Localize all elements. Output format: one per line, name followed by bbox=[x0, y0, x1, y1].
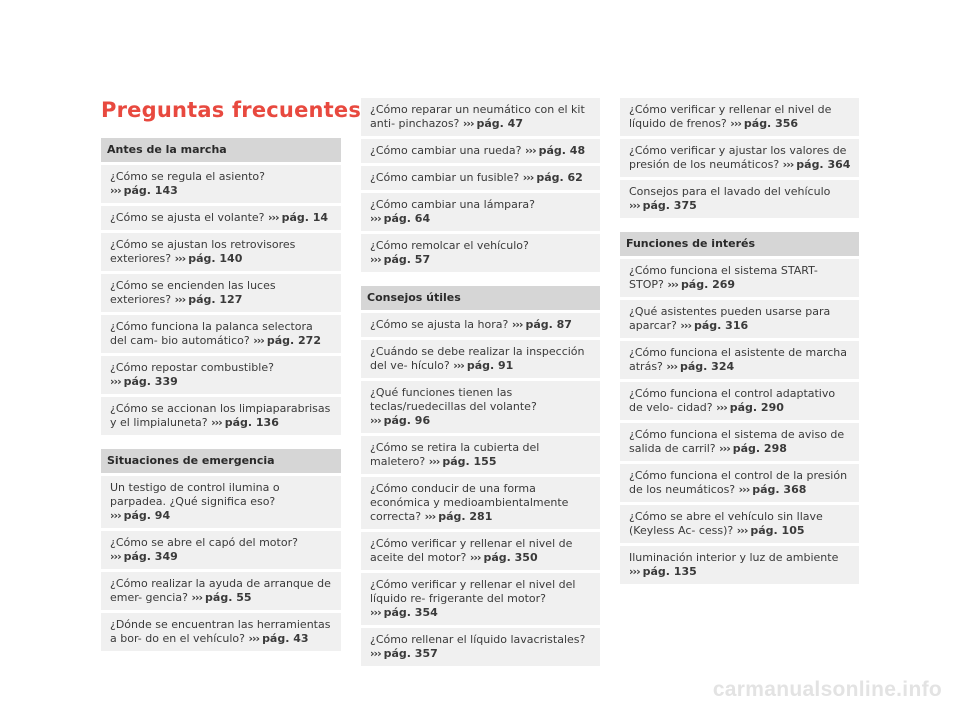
page-number: pág. 47 bbox=[476, 117, 523, 130]
faq-item[interactable] bbox=[620, 464, 859, 502]
page-number: pág. 14 bbox=[281, 211, 329, 224]
arrow-icon: ››› bbox=[191, 591, 203, 604]
faq-item[interactable] bbox=[101, 613, 341, 651]
arrow-icon: ››› bbox=[370, 647, 381, 660]
faq-item[interactable] bbox=[620, 180, 859, 218]
arrow-icon: ››› bbox=[462, 117, 474, 130]
faq-item[interactable] bbox=[101, 233, 341, 271]
faq-question: ¿Cómo conducir de una forma económica y medioambientalmente correcta? bbox=[370, 482, 569, 523]
page-reference[interactable] bbox=[110, 550, 178, 563]
arrow-icon: ››› bbox=[267, 211, 279, 224]
arrow-icon: ››› bbox=[453, 359, 464, 372]
page-reference[interactable] bbox=[737, 524, 805, 537]
faq-question: ¿Cómo funciona el asistente de marcha atrás? bbox=[629, 346, 848, 373]
page-number: pág. 272 bbox=[266, 334, 321, 347]
arrow-icon: ››› bbox=[719, 442, 730, 455]
column-2 bbox=[361, 98, 600, 666]
page-reference[interactable] bbox=[191, 591, 251, 604]
page-reference[interactable] bbox=[629, 199, 697, 212]
page-number: pág. 349 bbox=[123, 550, 178, 563]
arrow-icon: ››› bbox=[667, 278, 678, 291]
page-title: Preguntas frecuentes bbox=[101, 98, 362, 122]
page-reference[interactable] bbox=[730, 117, 798, 130]
faq-item[interactable] bbox=[620, 300, 859, 338]
arrow-icon: ››› bbox=[174, 252, 186, 265]
arrow-icon: ››› bbox=[370, 212, 381, 225]
section-gap bbox=[620, 218, 859, 232]
faq-item[interactable] bbox=[620, 423, 859, 461]
page-number: pág. 127 bbox=[188, 293, 243, 306]
section-header: Funciones de interés bbox=[620, 232, 859, 256]
page-number: pág. 91 bbox=[466, 359, 514, 372]
faq-question: ¿Cómo se ajustan los retrovisores exteriores? bbox=[110, 238, 296, 265]
arrow-icon: ››› bbox=[738, 483, 750, 496]
faq-question: ¿Cómo verificar y rellenar el nivel de líquido de frenos? bbox=[629, 103, 832, 130]
faq-question: ¿Dónde se encuentran las herramientas a bor- do en el vehículo? bbox=[110, 618, 331, 645]
page-reference[interactable] bbox=[175, 252, 243, 265]
section-gap bbox=[361, 272, 600, 286]
faq-item[interactable] bbox=[101, 397, 341, 435]
faq-item[interactable] bbox=[361, 381, 600, 433]
page-number: pág. 43 bbox=[262, 632, 309, 645]
page-number: pág. 48 bbox=[538, 144, 586, 157]
page-reference[interactable] bbox=[629, 565, 697, 578]
page-number: pág. 364 bbox=[796, 158, 851, 171]
page-reference[interactable] bbox=[739, 483, 807, 496]
faq-question: ¿Cómo funciona el control adaptativo de velo- cidad? bbox=[629, 387, 836, 414]
faq-question: ¿Cómo realizar la ayuda de arranque de emer- gencia? bbox=[110, 577, 331, 604]
faq-question: ¿Cómo rellenar el líquido lavacristales? bbox=[370, 633, 586, 646]
page-number: pág. 140 bbox=[188, 252, 243, 265]
page-number: pág. 94 bbox=[123, 509, 171, 522]
faq-question: ¿Cómo verificar y ajustar los valores de presión de los neumáticos? bbox=[629, 144, 847, 171]
section-gap bbox=[101, 435, 341, 449]
page-number: pág. 143 bbox=[123, 184, 178, 197]
arrow-icon: ››› bbox=[716, 401, 727, 414]
page-number: pág. 316 bbox=[694, 319, 749, 332]
page-number: pág. 368 bbox=[752, 483, 807, 496]
arrow-icon: ››› bbox=[469, 551, 481, 564]
page-reference[interactable] bbox=[370, 212, 430, 225]
faq-item[interactable] bbox=[101, 476, 341, 528]
section-header: Consejos útiles bbox=[361, 286, 600, 310]
arrow-icon: ››› bbox=[253, 334, 264, 347]
faq-item[interactable] bbox=[361, 98, 600, 136]
page-reference[interactable] bbox=[110, 509, 170, 522]
faq-question: ¿Cómo se ajusta la hora? bbox=[370, 318, 512, 331]
faq-item[interactable] bbox=[101, 356, 341, 394]
faq-question: Consejos para el lavado del vehículo bbox=[629, 185, 831, 198]
page-number: pág. 375 bbox=[642, 199, 697, 212]
arrow-icon: ››› bbox=[680, 319, 691, 332]
faq-item[interactable] bbox=[361, 477, 600, 529]
faq-item[interactable] bbox=[361, 573, 600, 625]
page-reference[interactable] bbox=[512, 318, 572, 331]
faq-question: ¿Cómo funciona el sistema START-STOP? bbox=[629, 264, 818, 291]
arrow-icon: ››› bbox=[424, 510, 436, 523]
column-3 bbox=[620, 98, 859, 584]
page-number: pág. 64 bbox=[383, 212, 431, 225]
faq-question: ¿Cómo funciona el control de la presión de los neumáticos? bbox=[629, 469, 848, 496]
page-reference[interactable] bbox=[463, 117, 523, 130]
page-reference[interactable] bbox=[211, 416, 279, 429]
page-number: pág. 105 bbox=[750, 524, 805, 537]
faq-question: ¿Cómo verificar y rellenar el nivel del líquido re- frigerante del motor? bbox=[370, 578, 576, 605]
arrow-icon: ››› bbox=[110, 509, 121, 522]
page-reference[interactable] bbox=[716, 401, 784, 414]
faq-item[interactable] bbox=[620, 139, 859, 177]
page-number: pág. 269 bbox=[680, 278, 736, 291]
page-number: pág. 57 bbox=[383, 253, 431, 266]
arrow-icon: ››› bbox=[110, 184, 121, 197]
faq-question: ¿Cómo cambiar una rueda? bbox=[370, 144, 525, 157]
page-reference[interactable] bbox=[453, 359, 513, 372]
faq-item[interactable] bbox=[361, 628, 600, 666]
page-reference[interactable] bbox=[666, 360, 734, 373]
faq-question: ¿Cómo repostar combustible? bbox=[110, 361, 274, 374]
faq-item[interactable] bbox=[361, 234, 600, 272]
arrow-icon: ››› bbox=[629, 199, 640, 212]
faq-item[interactable] bbox=[361, 139, 600, 163]
faq-question: ¿Cuándo se debe realizar la inspección del ve- hículo? bbox=[370, 345, 585, 372]
arrow-icon: ››› bbox=[110, 550, 121, 563]
faq-item[interactable] bbox=[620, 505, 859, 543]
page-number: pág. 62 bbox=[536, 171, 583, 184]
faq-item[interactable] bbox=[361, 532, 600, 570]
page-number: pág. 136 bbox=[224, 416, 279, 429]
page-reference[interactable] bbox=[429, 455, 497, 468]
page-reference[interactable] bbox=[175, 293, 243, 306]
faq-question: ¿Cómo reparar un neumático con el kit anti- pinchazos? bbox=[370, 103, 585, 130]
faq-question: ¿Cómo remolcar el vehículo? bbox=[370, 239, 529, 252]
arrow-icon: ››› bbox=[370, 606, 381, 619]
arrow-icon: ››› bbox=[370, 414, 381, 427]
arrow-icon: ››› bbox=[211, 416, 222, 429]
arrow-icon: ››› bbox=[522, 171, 534, 184]
page-reference[interactable] bbox=[719, 442, 787, 455]
faq-question: Iluminación interior y luz de ambiente bbox=[629, 551, 839, 564]
faq-item[interactable] bbox=[620, 546, 859, 584]
page-reference[interactable] bbox=[370, 647, 438, 660]
page-reference[interactable] bbox=[783, 158, 851, 171]
faq-item[interactable] bbox=[361, 436, 600, 474]
page-number: pág. 298 bbox=[732, 442, 787, 455]
faq-item[interactable] bbox=[101, 315, 341, 353]
page-number: pág. 357 bbox=[383, 647, 438, 660]
faq-question: ¿Cómo cambiar una lámpara? bbox=[370, 198, 536, 211]
page-reference[interactable] bbox=[370, 414, 430, 427]
page-reference[interactable] bbox=[268, 211, 328, 224]
faq-question: ¿Qué asistentes pueden usarse para aparcar? bbox=[629, 305, 831, 332]
arrow-icon: ››› bbox=[428, 455, 440, 468]
faq-question: ¿Qué funciones tienen las teclas/ruedecillas del volante? bbox=[370, 386, 537, 413]
faq-item[interactable] bbox=[361, 340, 600, 378]
faq-question: ¿Cómo funciona el sistema de aviso de salida de carril? bbox=[629, 428, 845, 455]
column-1 bbox=[101, 138, 341, 651]
faq-item[interactable] bbox=[101, 274, 341, 312]
faq-item[interactable] bbox=[620, 98, 859, 136]
faq-question: ¿Cómo se ajusta el volante? bbox=[110, 211, 268, 224]
arrow-icon: ››› bbox=[110, 375, 121, 388]
arrow-icon: ››› bbox=[736, 524, 748, 537]
page-reference[interactable] bbox=[425, 510, 493, 523]
page-number: pág. 281 bbox=[438, 510, 493, 523]
arrow-icon: ››› bbox=[370, 253, 381, 266]
watermark: carmanualsonline.info bbox=[712, 678, 942, 701]
page-number: pág. 155 bbox=[442, 455, 497, 468]
faq-item[interactable] bbox=[101, 572, 341, 610]
faq-item[interactable] bbox=[101, 531, 341, 569]
faq-question: ¿Cómo funciona la palanca selectora del cam- bio automático? bbox=[110, 320, 313, 347]
faq-item[interactable] bbox=[620, 382, 859, 420]
arrow-icon: ››› bbox=[782, 158, 794, 171]
faq-question: ¿Cómo se abre el capó del motor? bbox=[110, 536, 298, 549]
faq-question: ¿Cómo verificar y rellenar el nivel de aceite del motor? bbox=[370, 537, 573, 564]
section-header: Situaciones de emergencia bbox=[101, 449, 341, 473]
arrow-icon: ››› bbox=[629, 565, 640, 578]
page-reference[interactable] bbox=[110, 184, 178, 197]
arrow-icon: ››› bbox=[248, 632, 260, 645]
page-number: pág. 354 bbox=[383, 606, 438, 619]
arrow-icon: ››› bbox=[730, 117, 741, 130]
faq-question: ¿Cómo cambiar un fusible? bbox=[370, 171, 523, 184]
page-reference[interactable] bbox=[370, 253, 430, 266]
page-number: pág. 350 bbox=[483, 551, 538, 564]
faq-item[interactable] bbox=[361, 313, 600, 337]
arrow-icon: ››› bbox=[666, 360, 677, 373]
faq-item[interactable] bbox=[620, 259, 859, 297]
page-reference[interactable] bbox=[370, 606, 438, 619]
faq-item[interactable] bbox=[361, 193, 600, 231]
faq-item[interactable] bbox=[101, 165, 341, 203]
page-reference[interactable] bbox=[525, 144, 585, 157]
page-reference[interactable] bbox=[523, 171, 583, 184]
page-number: pág. 324 bbox=[680, 360, 735, 373]
arrow-icon: ››› bbox=[525, 144, 536, 157]
page-reference[interactable] bbox=[110, 375, 178, 388]
faq-item[interactable] bbox=[361, 166, 600, 190]
faq-question: ¿Cómo se regula el asiento? bbox=[110, 170, 265, 183]
section-header: Antes de la marcha bbox=[101, 138, 341, 162]
page-reference[interactable] bbox=[667, 278, 735, 291]
page-reference[interactable] bbox=[248, 632, 308, 645]
faq-item[interactable] bbox=[620, 341, 859, 379]
page-number: pág. 339 bbox=[123, 375, 178, 388]
page-number: pág. 96 bbox=[383, 414, 431, 427]
faq-question: Un testigo de control ilumina o parpadea. ¿Qué significa eso? bbox=[110, 481, 280, 508]
page-reference[interactable] bbox=[680, 319, 748, 332]
faq-question: ¿Cómo se abre el vehículo sin llave (Keyless Ac- cess)? bbox=[629, 510, 823, 537]
page-number: pág. 55 bbox=[205, 591, 252, 604]
page-number: pág. 87 bbox=[525, 318, 572, 331]
faq-question: ¿Cómo se encienden las luces exteriores? bbox=[110, 279, 276, 306]
faq-question: ¿Cómo se accionan los limpiaparabrisas y el limpialuneta? bbox=[110, 402, 331, 429]
arrow-icon: ››› bbox=[511, 318, 523, 331]
faq-question: ¿Cómo se retira la cubierta del maletero? bbox=[370, 441, 540, 468]
page-number: pág. 356 bbox=[743, 117, 799, 130]
page-reference[interactable] bbox=[470, 551, 538, 564]
faq-item[interactable] bbox=[101, 206, 341, 230]
arrow-icon: ››› bbox=[174, 293, 186, 306]
page-reference[interactable] bbox=[253, 334, 321, 347]
page-number: pág. 290 bbox=[729, 401, 784, 414]
page-number: pág. 135 bbox=[642, 565, 697, 578]
